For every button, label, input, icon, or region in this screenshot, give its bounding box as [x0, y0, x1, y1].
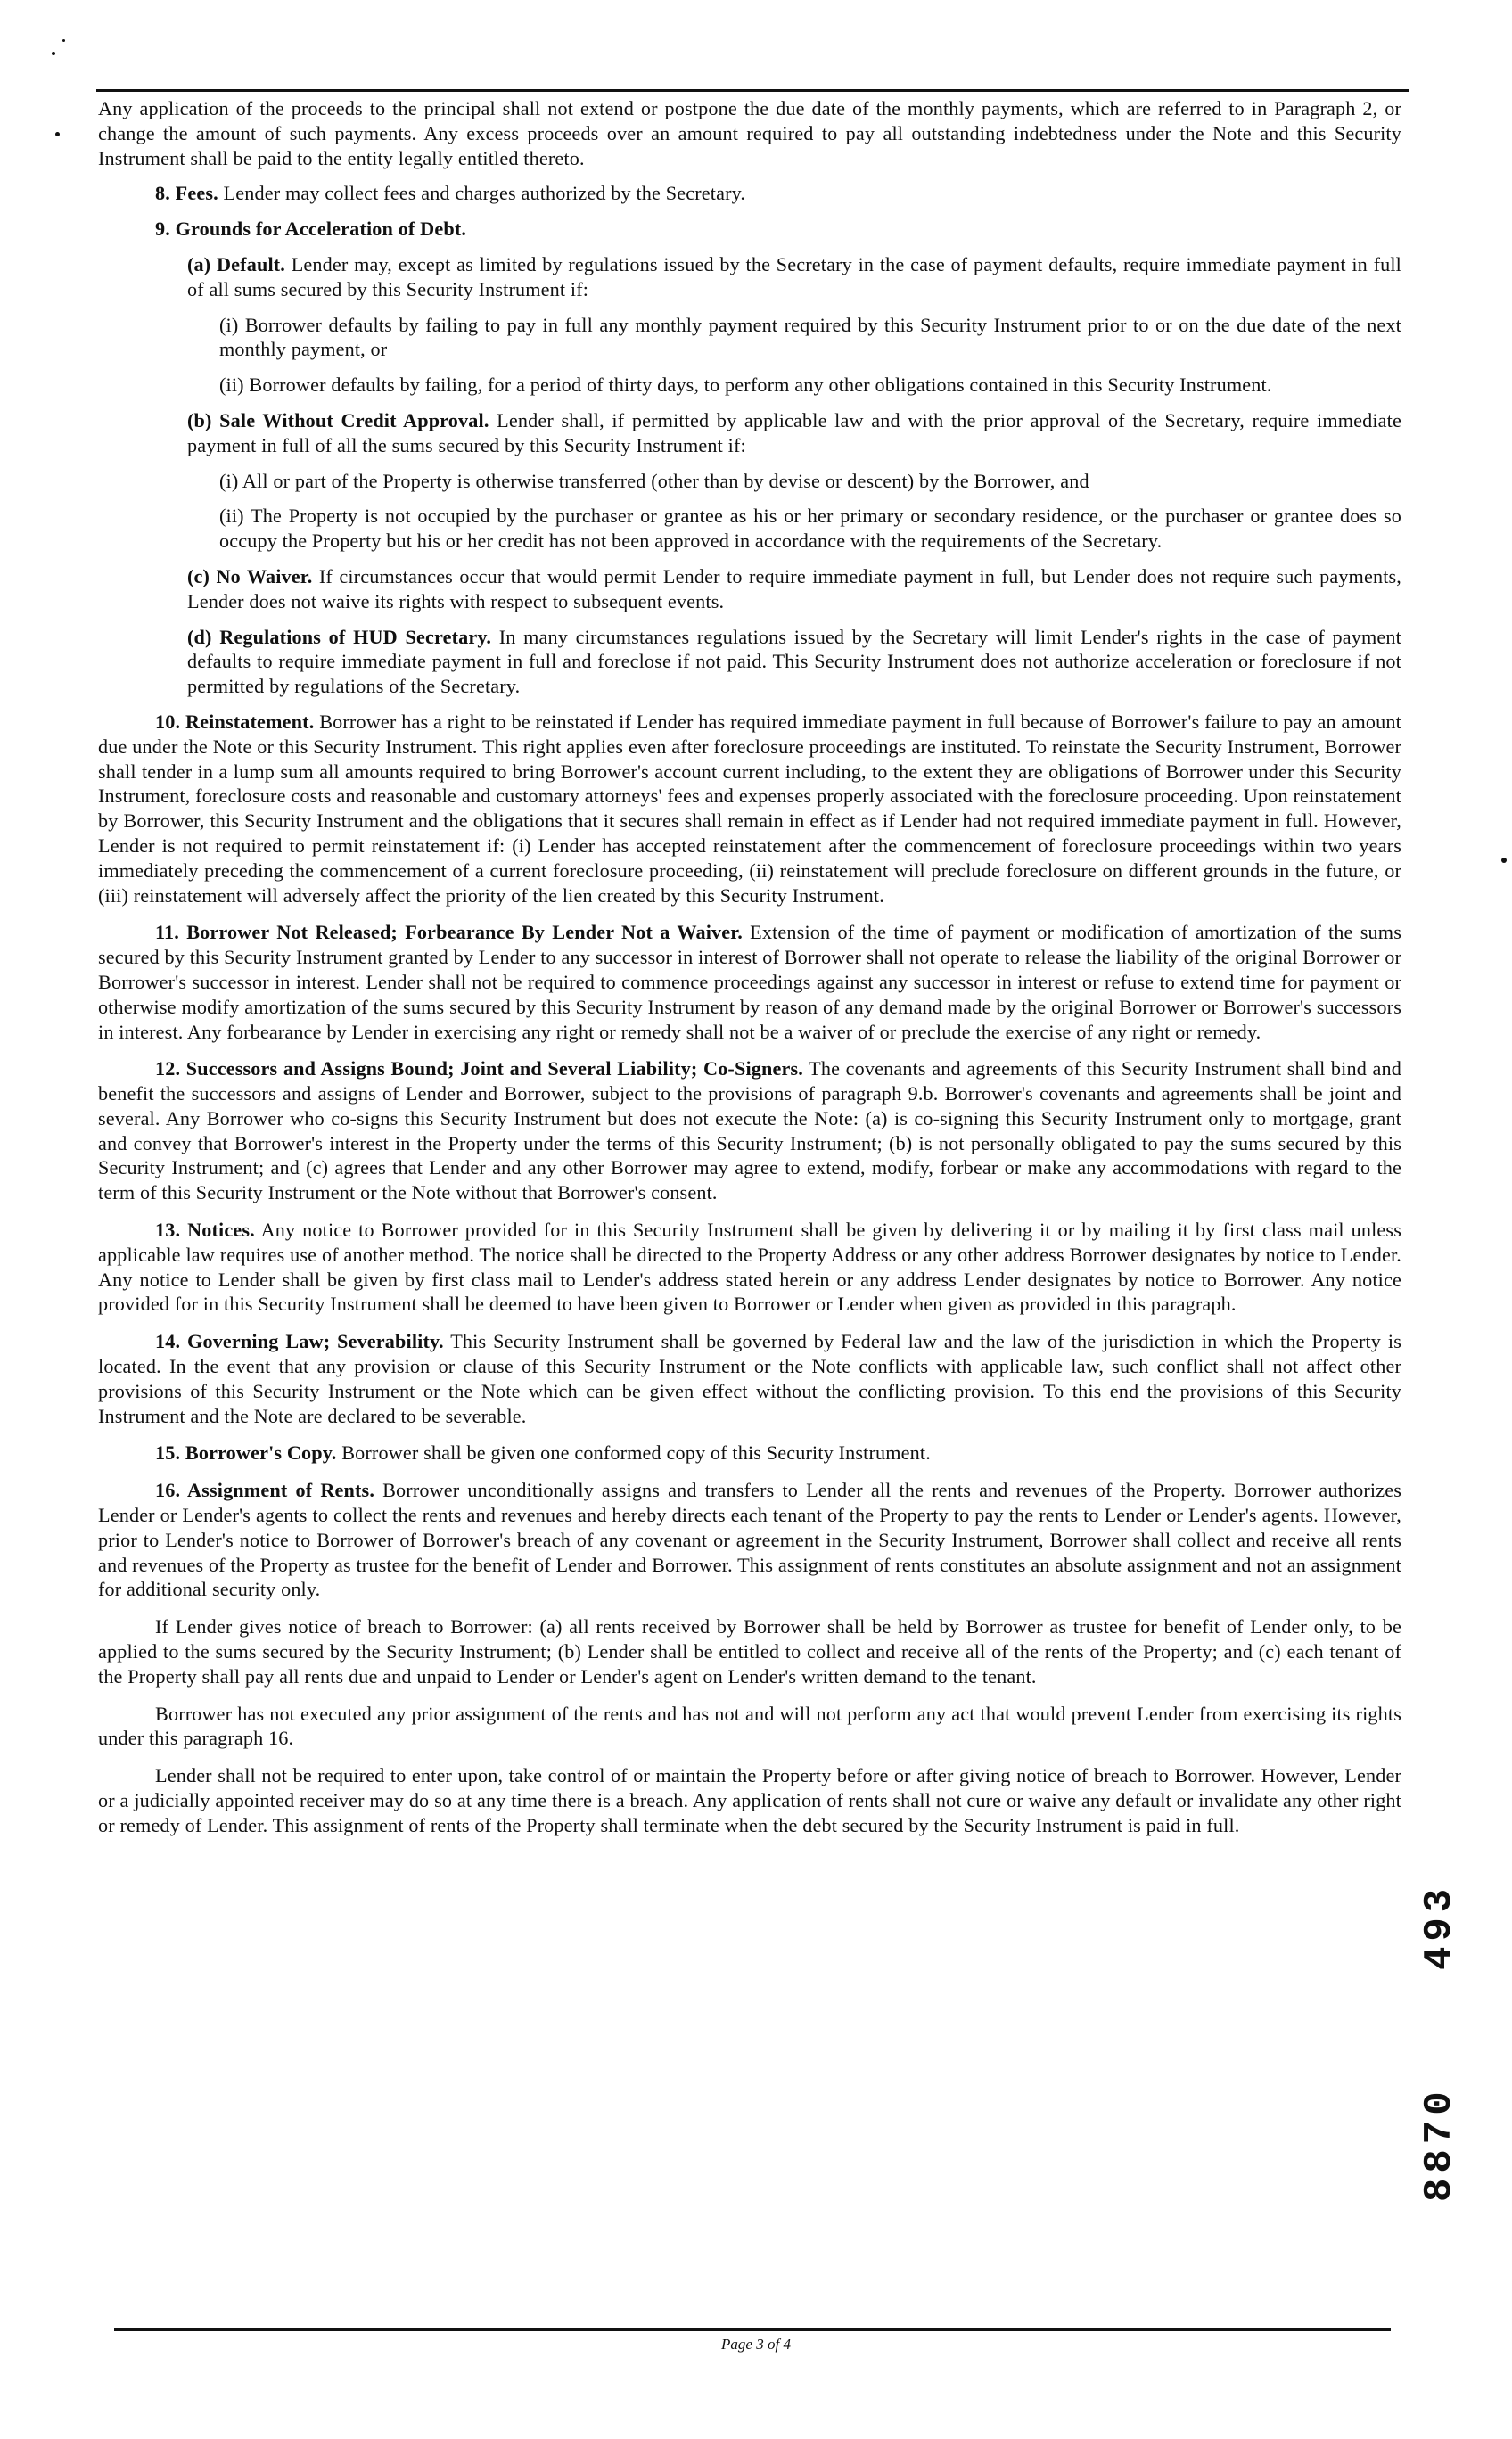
section-11: [98, 920, 1401, 1044]
section-15-heading: 15. Borrower's Copy.: [155, 1441, 337, 1465]
section-9b: [98, 408, 1401, 458]
scan-speck: [52, 52, 55, 55]
section-12-heading: 12. Successors and Assigns Bound; Joint and Several Liability; Co-Signers.: [155, 1057, 803, 1080]
section-9c-heading: (c) No Waiver.: [187, 564, 313, 587]
section-10-heading: 10. Reinstatement.: [155, 710, 315, 733]
section-10-text: Borrower has a right to be reinstated if Lender has required immediate payment in full because of Borrower's failure to pay an amount due under the Note or this Security Instrument. This right applies even after foreclosure proceedings are instituted. To reinstate the Security Instrument, Borrower shall tender in a lump sum all amounts required to bring Borrower's account current including, to the extent they are obligations of Borrower under this Security Instrument, foreclosure costs and reasonable and customary attorneys' fees and expenses properly associated with the foreclosure proceeding. Upon reinstatement by Borrower, this Security Instrument and the obligations that it secures shall remain in effect as if Lender had not required immediate payment in full. However, Lender is not required to permit reinstatement if: (i) Lender has accepted reinstatement after the commencement of foreclosure proceedings within two years immediately preceding the commencement of a current foreclosure proceeding, (ii) reinstatement will preclude foreclosure on different grounds in the future, or (iii) reinstatement will adversely affect the priority of the lien created by this Security Instrument.: [98, 710, 1401, 907]
section-9a-text: Lender may, except as limited by regulations issued by the Secretary in the case of payment defaults, require immediate payment in full of all sums secured by this Security Instrument if:: [187, 252, 1401, 300]
stamp-book-number: 8870: [1418, 2086, 1462, 2202]
page-number: Page 3 of 4: [721, 2336, 791, 2353]
scan-speck: [1501, 858, 1507, 863]
document-body: [98, 96, 1401, 1851]
stamp-page-number: 493: [1418, 1883, 1462, 1970]
section-9d-heading: (d) Regulations of HUD Secretary.: [187, 625, 492, 648]
section-16-text: Borrower unconditionally assigns and transfers to Lender all the rents and revenues of the Property. Borrower authorizes Lender or Lender's agents to collect the rents and revenues and hereby directs each tenant of the Property to pay the rents to Lender or Lender's agents. However, prior to Lender's notice to Borrower of Borrower's breach of any covenant or agreement in the Security Instrument, Borrower shall collect and receive all rents and revenues of the Property as trustee for the benefit of Lender and Borrower. This assignment of rents constitutes an absolute assignment and not an assignment for additional security only.: [98, 1479, 1402, 1601]
section-9a: [98, 252, 1401, 302]
recording-stamp: [1409, 1883, 1507, 2220]
section-9a-i: (i) Borrower defaults by failing to pay in full any monthly payment required by this Security Instrument prior to or on the due date of the next monthly payment, or: [219, 313, 1401, 361]
section-9-heading: 9. Grounds for Acceleration of Debt.: [155, 218, 467, 241]
section-9d: [98, 625, 1401, 699]
section-9b-i: (i) All or part of the Property is otherwise transferred (other than by devise or descent) by the Borrower, and: [219, 469, 1089, 492]
section-9b-heading: (b) Sale Without Credit Approval.: [187, 408, 489, 431]
section-13: [98, 1218, 1401, 1317]
section-8-text: Lender may collect fees and charges authorized by the Secretary.: [223, 182, 746, 205]
section-9c-text: If circumstances occur that would permit Lender to require immediate payment in full, but Lender does not require such payments, Lender does not waive its rights with respect to subsequent events.: [187, 564, 1402, 612]
intro-paragraph: Any application of the proceeds to the principal shall not extend or postpone the due date of the monthly payments, which are referred to in Paragraph 2, or change the amount of such payments. Any excess proceeds over an amount required to pay all outstanding indebtedness under the Note and this Security Instrument shall be paid to the entity legally entitled thereto.: [98, 97, 1401, 169]
section-12: [98, 1056, 1401, 1205]
section-10: [98, 710, 1401, 907]
section-9c: [98, 564, 1401, 614]
section-13-heading: 13. Notices.: [155, 1219, 255, 1242]
section-9b-ii: (ii) The Property is not occupied by the purchaser or grantee as his or her primary or secondary residence, or the purchaser or grantee does so occupy the Property but his or her credit has not been approved in accordance with the requirements of the Secretary.: [219, 505, 1401, 553]
scan-speck: [62, 39, 65, 42]
section-9d-text: In many circumstances regulations issued by the Secretary will limit Lender's rights in the case of payment defaults to require immediate payment in full and foreclose if not paid. This Security Instrument does not authorize acceleration or foreclosure if not permitted by regulations of the Secretary.: [187, 625, 1401, 698]
section-14-text: This Security Instrument shall be governed by Federal law and the law of the jurisdiction in which the Property is located. In the event that any provision or clause of this Security Instrument or the Note conflicts with applicable law, such conflict shall not affect other provisions of this Security Instrument or the Note which can be given effect without the conflicting provision. To this end the provisions of this Security Instrument and the Note are declared to be severable.: [98, 1330, 1401, 1427]
scan-speck: [55, 132, 60, 136]
section-16: [98, 1478, 1401, 1602]
section-9a-heading: (a) Default.: [187, 252, 285, 275]
section-13-text: Any notice to Borrower provided for in this Security Instrument shall be given by delivering it or by mailing it by first class mail unless applicable law requires use of another method. The notice shall be directed to the Property Address or any other address Borrower designates by notice to Lender. Any notice to Lender shall be given by first class mail to Lender's address stated herein or any address Lender designates by notice to Borrower. Any notice provided for in this Security Instrument shall be deemed to have been given to Borrower or Lender when given as provided in this paragraph.: [98, 1219, 1401, 1316]
section-16-paragraph-2: If Lender gives notice of breach to Borrower: (a) all rents received by Borrower shall be held by Borrower as trustee for benefit of Lender only, to be applied to the sums secured by the Security Instrument; (b) Lender shall be entitled to collect and receive all of the rents of the Property; and (c) each tenant of the Property shall pay all rents due and unpaid to Lender or Lender's agent on Lender's written demand to the tenant.: [98, 1615, 1401, 1688]
section-12-text: The covenants and agreements of this Security Instrument shall bind and benefit the successors and assigns of Lender and Borrower, subject to the provisions of paragraph 9.b. Borrower's covenants and agreements shall be joint and several. Any Borrower who co-signs this Security Instrument but does not execute the Note: (a) is co-signing this Security Instrument only to mortgage, grant and convey that Borrower's interest in the Property under the terms of this Security Instrument; (b) is not personally obligated to pay the sums secured by this Security Instrument; and (c) agrees that Lender and any other Borrower may agree to extend, modify, forbear or make any accommodations with regard to the term of this Security Instrument or the Note without that Borrower's consent.: [98, 1057, 1402, 1204]
section-8: [98, 181, 1401, 206]
section-14-heading: 14. Governing Law; Severability.: [155, 1330, 444, 1353]
section-9a-ii: (ii) Borrower defaults by failing, for a period of thirty days, to perform any other obligations contained in this Security Instrument.: [219, 374, 1272, 397]
section-15-text: Borrower shall be given one conformed copy of this Security Instrument.: [341, 1441, 931, 1465]
section-14: [98, 1329, 1401, 1428]
section-11-text: Extension of the time of payment or modification of amortization of the sums secured by this Security Instrument granted by Lender to any successor in interest of Borrower shall not operate to release the liability of the original Borrower or Borrower's successor in interest. Lender shall not be required to commence proceedings against any successor in interest or refuse to extend time for payment or otherwise modify amortization of the sums secured by this Security Instrument by reason of any demand made by the original Borrower or Borrower's successors in interest. Any forbearance by Lender in exercising any right or remedy shall not be a waiver of or preclude the exercise of any right or remedy.: [98, 921, 1401, 1043]
section-16-heading: 16. Assignment of Rents.: [155, 1479, 375, 1502]
top-rule: [96, 89, 1409, 92]
section-15: [98, 1441, 1401, 1466]
section-11-heading: 11. Borrower Not Released; Forbearance By Lender Not a Waiver.: [155, 921, 743, 944]
section-8-heading: 8. Fees.: [155, 182, 218, 205]
bottom-rule: [114, 2328, 1391, 2331]
section-16-paragraph-3: Borrower has not executed any prior assignment of the rents and has not and will not perform any act that would prevent Lender from exercising its rights under this paragraph 16.: [98, 1702, 1401, 1750]
section-9b-text: Lender shall, if permitted by applicable law and with the prior approval of the Secretary, require immediate payment in full of all the sums secured by this Security Instrument if:: [187, 408, 1401, 456]
section-16-paragraph-4: Lender shall not be required to enter upon, take control of or maintain the Property before or after giving notice of breach to Borrower. However, Lender or a judicially appointed receiver may do so at any time there is a breach. Any application of rents shall not cure or waive any default or invalidate any other right or remedy of Lender. This assignment of rents of the Property shall terminate when the debt secured by the Security Instrument is paid in full.: [98, 1764, 1401, 1836]
